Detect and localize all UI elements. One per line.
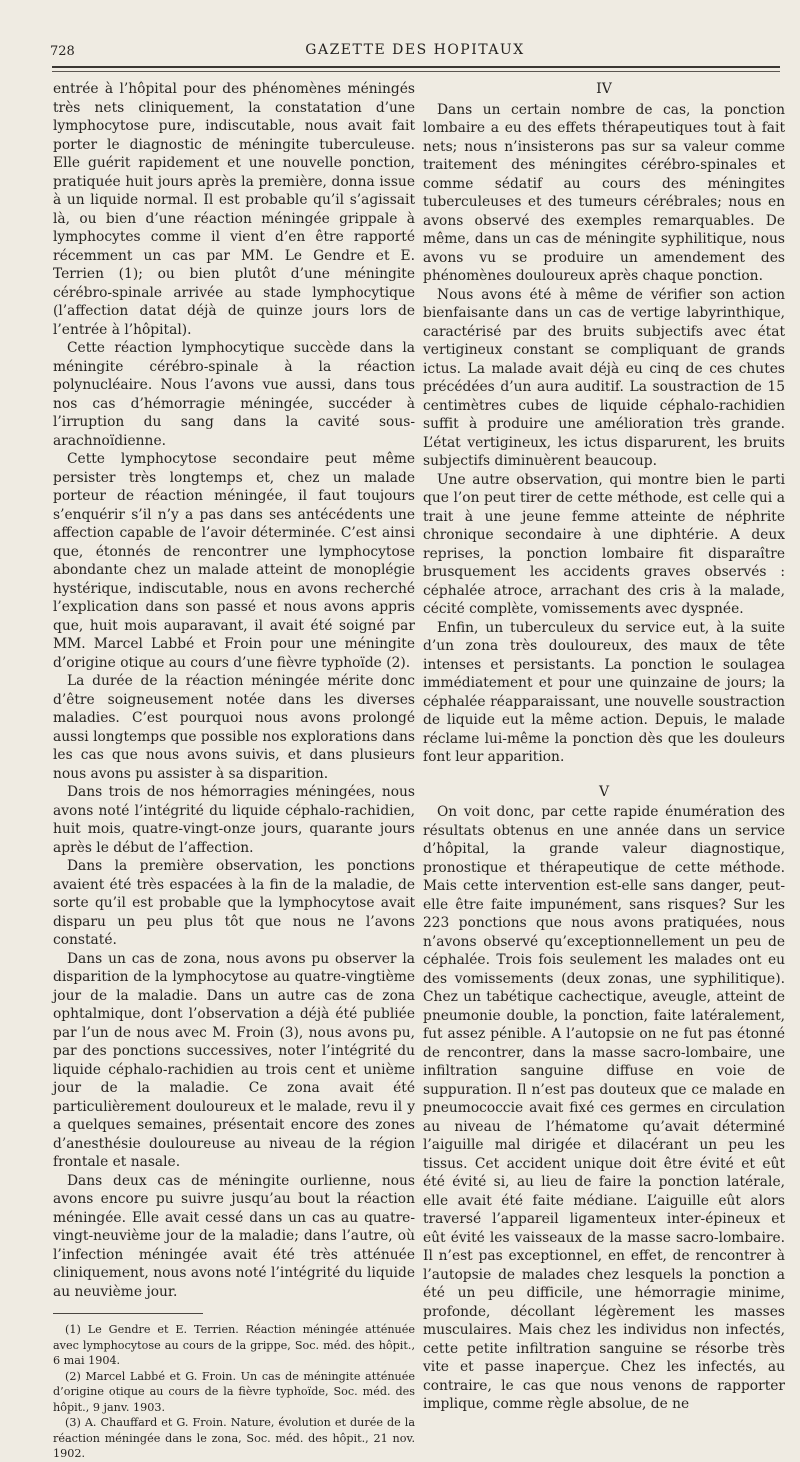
footnote-rule — [53, 1313, 203, 1314]
section-gap — [423, 767, 785, 783]
paragraph: Nous avons été à même de vérifier son action bienfaisante dans un cas de vertige labyrinthique, caractérisé par des bruits subjectifs avec état vertigineux constant se compliquant de grands ictus. La malade avait déjà eu cinq de ces chutes précédées d’un aura auditif. La soustraction de 15 centimètres cubes de liquide céphalo-rachidien suffit à produire une amélioration très grande. L’état vertigineux, les ictus disparurent, les bruits subjectifs diminuèrent beaucoup. — [423, 286, 785, 469]
section-heading-iv: IV — [596, 81, 612, 97]
paragraph: On voit donc, par cette rapide énumération des résultats obtenus en une année dans un service d’hôpital, la grande valeur diagnostique, pronostique et thérapeutique de cette méthode. Mais cette intervention est-elle sans danger, peut-elle être faite impunément, sans risques? Sur les 223 ponctions que nous avons pratiquées, nous n’avons observé qu’exceptionnellement un peu de céphalée. Trois fois seulement les malades ont eu des vomissements (deux zonas, une syphilitique). Chez un tabétique cachectique, aveugle, atteint de pneumonie double, la ponction, faite latéralement, fut assez pénible. A l’autopsie on ne fut pas étonné de rencontrer, dans la masse sacro-lombaire, une infiltration sanguine diffuse en voie de suppuration. Il n’est pas douteux que ce malade en pneumococcie avait fixé ces germes en circulation au niveau de l’hématome qu’avait déterminé l’aiguille mal dirigée et dilacérant un peu les tissus. Cet accident unique doit être évité et eût été évité si, au lieu de faire la ponction latérale, elle avait été faite médiane. L’aiguille eût alors traversé l’appareil ligamenteux inter-épineux et eût évité les vaisseaux de la masse sacro-lombaire. Il n’est pas exceptionnel, en effet, de rencontrer à l’autopsie de malades chez lesquels la ponction a été un peu difficile, une hémorragie minime, profonde, décollant légèrement les masses musculaires. Mais chez les individus non infectés, cette petite infiltration sanguine se résorbe très vite et passe inaperçue. Chez les infectés, au contraire, le cas que nous venons de rapporter implique, comme règle absolue, de ne — [423, 804, 785, 1412]
section-heading-v: V — [598, 783, 610, 800]
page-header — [50, 36, 780, 66]
footnotes — [53, 1322, 415, 1462]
right-column — [423, 80, 785, 1414]
left-column — [53, 80, 415, 1462]
paragraph: Cette réaction lymphocytique succède dans la méningite cérébro-spinale à la réaction polynucléaire. Nous l’avons vue aussi, dans tous nos cas d’hémorragie méningée, succéder à l’irruption du sang dans la cavité sous-arachnoïdienne. — [53, 340, 415, 449]
paragraph: entrée à l’hôpital pour des phénomènes méningés très nets cliniquement, la constatation d’une lymphocytose pure, indiscutable, nous avait fait porter le diagnostic de méningite tuberculeuse. Elle guérit rapidement et une nouvelle ponction, pratiquée huit jours après la première, donna issue à un liquide normal. Il est probable qu’il s’agissait là, ou bien d’une réaction méningée grippale à lymphocytes comme il vient d’en être rapporté récemment un cas par MM. Le Gendre et E. Terrien (1); ou bien plutôt d’une méningite cérébro-spinale arrivée au stade lymphocytique (l’affection datat déjà de quinze jours lors de l’entrée à l’hôpital). — [53, 81, 415, 338]
footnote: (3) A. Chauffard et G. Froin. Nature, évolution et durée de la réaction méningée dans le zona, Soc. méd. des hôpit., 21 nov. 1902. — [53, 1416, 415, 1460]
header-rule-thin — [52, 71, 780, 72]
paragraph: Dans trois de nos hémorragies méningées, nous avons noté l’intégrité du liquide céphalo-rachidien, huit mois, quatre-vingt-onze jours, quarante jours après le début de l’affection. — [53, 784, 415, 856]
paragraph: Dans deux cas de méningite ourlienne, nous avons encore pu suivre jusqu’au bout la réaction méningée. Elle avait cessé dans un cas au quatre-vingt-neuvième jour de la maladie; dans l’autre, où l’infection méningée avait été très atténuée cliniquement, nous avons noté l’intégrité du liquide au neuvième jour. — [53, 1172, 415, 1300]
paragraph: Une autre observation, qui montre bien le parti que l’on peut tirer de cette méthode, est celle qui a trait à une jeune femme atteinte de néphrite chronique secondaire à une diphtérie. A deux reprises, la ponction lombaire fit disparaître brusquement les accidents graves observés : céphalée atroce, arrachant des cris à la malade, cécité complète, vomissements avec dyspnée. — [423, 471, 785, 617]
footnote: (2) Marcel Labbé et G. Froin. Un cas de méningite atténuée d’origine otique au cours de la fièvre typhoïde, Soc. méd. des hôpit., 9 janv. 1903. — [53, 1369, 415, 1414]
paragraph: Dans un certain nombre de cas, la ponction lombaire a eu des effets thérapeutiques tout à fait nets; nous n’insisterons pas sur sa valeur comme traitement des méningites cérébro-spinales et comme sédatif au cours des méningites tuberculeuses et des tumeurs cérébrales; nous en avons observé des exemples remarquables. De même, dans un cas de méningite syphilitique, nous avons vu se produire un amendement des phénomènes douloureux après chaque ponction. — [423, 101, 785, 284]
header-rule — [52, 66, 780, 68]
running-title: GAZETTE DES HOPITAUX — [305, 42, 525, 58]
paragraph: Dans la première observation, les ponctions avaient été très espacées à la fin de la maladie, de sorte qu’il est probable que la lymphocytose avait disparu un peu plus tôt que nous ne l’avons constaté. — [53, 858, 415, 948]
paragraph: Cette lymphocytose secondaire peut même persister très longtemps et, chez un malade porteur de réaction méningée, il faut toujours s’enquérir s’il n’y a pas dans ses antécédents une affection capable de l’avoir déterminée. C’est ainsi que, étonnés de rencontrer une lymphocytose abondante chez un malade atteint de monoplégie hystérique, indiscutable, nous en avons recherché l’explication dans son passé et nous avons appris que, huit mois auparavant, il avait été soigné par MM. Marcel Labbé et Froin pour une méningite d’origine otique au cours d’une fièvre typhoïde (2). — [53, 451, 415, 671]
paragraph: La durée de la réaction méningée mérite donc d’être soigneusement notée dans les diverses maladies. C’est pourquoi nous avons prolongé aussi longtemps que possible nos explorations dans les cas que nous avons suivis, et dans plusieurs nous avons pu assister à sa disparition. — [53, 673, 415, 782]
paragraph: Enfin, un tuberculeux du service eut, à la suite d’un zona très douloureux, des maux de tête intenses et persistants. La ponction le soulagea immédiatement et pour une quinzaine de jours; la céphalée réapparaissant, une nouvelle soustraction de liquide eut la même action. Depuis, le malade réclame lui-même la ponction dès que les douleurs font leur apparition. — [423, 619, 785, 765]
page-number: 728 — [50, 44, 75, 59]
footnote: (1) Le Gendre et E. Terrien. Réaction méningée atténuée avec lymphocytose au cours de la grippe, Soc. méd. des hôpit., 6 mai 1904. — [53, 1323, 415, 1367]
paragraph: Dans un cas de zona, nous avons pu observer la disparition de la lymphocytose au quatre-vingtième jour de la maladie. Dans un autre cas de zona ophtalmique, dont l’observation a déjà été publiée par l’un de nous avec M. Froin (3), nous avons pu, par des ponctions successives, noter l’intégrité du liquide céphalo-rachidien au trois cent et unième jour de la maladie. Ce zona avait été particulièrement douloureux et le malade, revu il y a quelques semaines, présentait encore des zones d’anesthésie douloureuse au niveau de la région frontale et nasale. — [53, 950, 415, 1170]
